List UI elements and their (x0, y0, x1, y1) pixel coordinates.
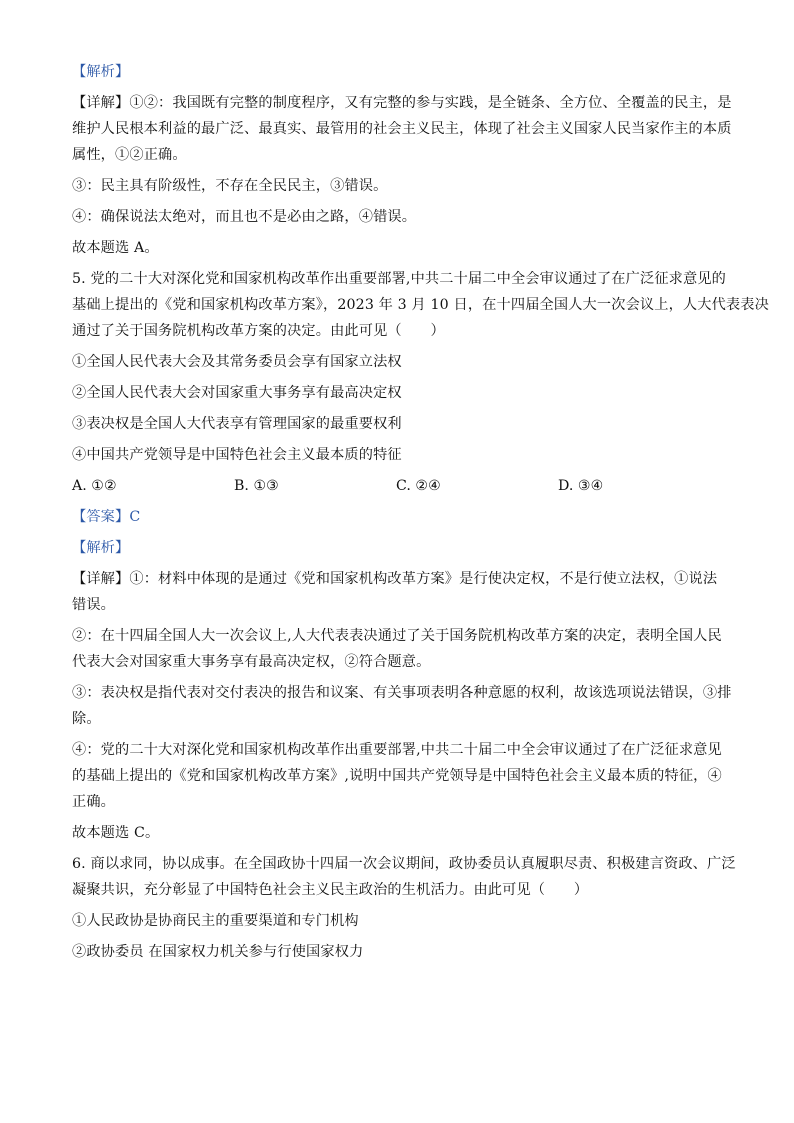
text-line: ④：确保说法太绝对，而且也不是必由之路，④错误。 (72, 209, 417, 225)
text-line: ②全国人民代表大会对国家重大事务享有最高决定权 (72, 385, 402, 401)
text-line: 通过了关于国务院机构改革方案的决定。由此可见（ ） (72, 323, 445, 339)
option-b: B. ①③ (234, 478, 279, 494)
text-line: 【详解】①②：我国既有完整的制度程序，又有完整的参与实践，是全链条、全方位、全覆盖的民主，是 (72, 95, 732, 111)
text-line: 6. 商以求同，协以成事。在全国政协十四届一次会议期间，政协委员认真履职尽责、积极建言资政、广泛 (72, 856, 736, 872)
text-line: 除。 (72, 711, 101, 727)
answer-options (72, 476, 734, 496)
text-block-analysis-q4 (72, 62, 769, 465)
text-line: ①全国人民代表大会及其常务委员会享有国家立法权 (72, 354, 402, 370)
text-line: 【详解】①：材料中体现的是通过《党和国家机构改革方案》是行使决定权，不是行使立法权，①说法 (72, 571, 718, 587)
text-line: 的基础上提出的《党和国家机构改革方案》,说明中国共产党领导是中国特色社会主义最本质的特征，④ (72, 768, 722, 784)
text-line: 错误。 (72, 597, 116, 613)
text-line: 故本题选 C。 (72, 825, 160, 841)
text-line: ④中国共产党领导是中国特色社会主义最本质的特征 (72, 447, 402, 463)
text-line: 维护人民根本利益的最广泛、最真实、最管用的社会主义民主，体现了社会主义国家人民当家作主的本质 (72, 121, 732, 137)
text-line: ③：民主具有阶级性，不存在全民民主，③错误。 (72, 178, 388, 194)
text-line: ①人民政协是协商民主的重要渠道和专门机构 (72, 913, 359, 929)
text-line: 代表大会对国家重大事务享有最高决定权，②符合题意。 (72, 654, 431, 670)
text-line: 凝聚共识，充分彰显了中国特色社会主义民主政治的生机活力。由此可见（ ） (72, 882, 589, 898)
text-line: 5. 党的二十大对深化党和国家机构改革作出重要部署,中共二十届二中全会审议通过了在广泛征求意见的 (72, 271, 727, 287)
option-a: A. ①② (72, 478, 117, 494)
text-line: ②：在十四届全国人大一次会议上,人大代表表决通过了关于国务院机构改革方案的决定，表明全国人民 (72, 628, 722, 644)
text-line: ②政协委员 在国家权力机关参与行使国家权力 (72, 944, 364, 960)
text-line: ③表决权是全国人大代表享有管理国家的最重要权利 (72, 416, 402, 432)
text-line: 故本题选 A。 (72, 240, 159, 256)
text-line: 【解析】 (72, 64, 130, 80)
text-line: 【解析】 (72, 540, 130, 556)
text-line: 正确。 (72, 794, 116, 810)
text-line: ③：表决权是指代表对交付表决的报告和议案、有关事项表明各种意愿的权利，故该选项说法错误，③排 (72, 685, 732, 701)
text-block-answer-q5-q6 (72, 507, 734, 962)
text-line: 基础上提出的《党和国家机构改革方案》，2023 年 3 月 10 日，在十四届全国人大一次会议上，人大代表表决 (72, 297, 769, 313)
option-c: C. ②④ (396, 478, 441, 494)
text-line: 属性，①②正确。 (72, 147, 187, 163)
text-line: ④：党的二十大对深化党和国家机构改革作出重要部署,中共二十届二中全会审议通过了在广泛征求意见 (72, 742, 722, 758)
text-line: 【答案】C (72, 509, 141, 525)
option-d: D. ③④ (558, 478, 604, 494)
